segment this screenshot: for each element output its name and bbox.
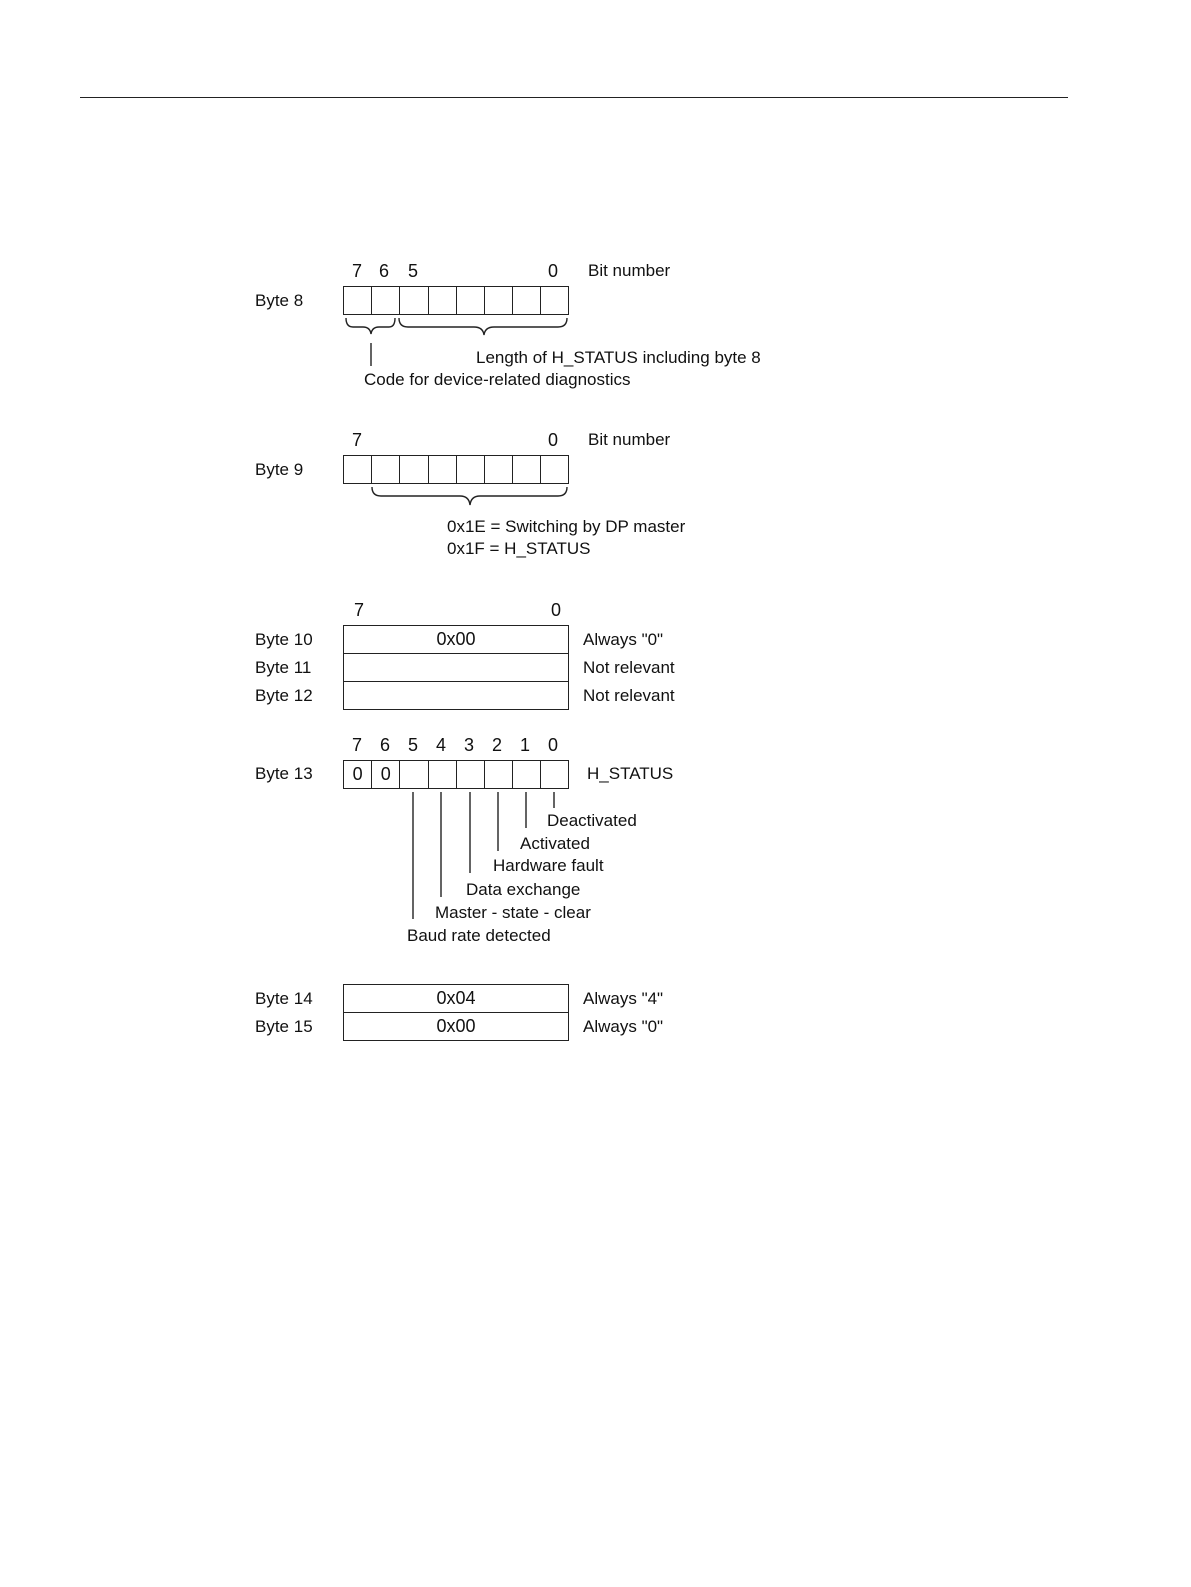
byte9-bit-0: 0 [547, 430, 558, 450]
byte8-bit-0: 0 [547, 261, 558, 281]
byte13-bit-1: 1 [519, 735, 530, 755]
byte15-label: Byte 15 [255, 1017, 313, 1036]
byte13-bit-5: 5 [407, 735, 418, 755]
byte13-bit2-desc: Hardware fault [493, 856, 604, 875]
byte9-line1: 0x1E = Switching by DP master [447, 517, 686, 536]
byte13-bit1-desc: Activated [520, 834, 590, 853]
byte13-bit3-desc: Data exchange [466, 880, 581, 899]
byte13-bit-6: 6 [379, 735, 390, 755]
byte8-code-label: Code for device-related diagnostics [364, 370, 631, 389]
byte13-label: Byte 13 [255, 764, 313, 783]
byte9-brace [372, 487, 567, 505]
byte10-label: Byte 10 [255, 630, 313, 649]
byte13-bit-2: 2 [491, 735, 502, 755]
byte8-length-brace [399, 318, 567, 335]
byte8-length-label: Length of H_STATUS including byte 8 [476, 348, 761, 367]
byte8-bit-7: 7 [351, 261, 362, 281]
byte8-label: Byte 8 [255, 291, 304, 310]
byte9-line2: 0x1F = H_STATUS [447, 539, 591, 558]
byte13-bit-7: 7 [351, 735, 362, 755]
byte8-bit-6: 6 [378, 261, 389, 281]
byte13-bit5-desc: Baud rate detected [407, 926, 551, 945]
byte13-bit-3: 3 [463, 735, 474, 755]
byte12-label: Byte 12 [255, 686, 313, 705]
byte10-note: Always "0" [583, 630, 664, 649]
byte14-note: Always "4" [583, 989, 664, 1008]
byte8-bit-5: 5 [407, 261, 418, 281]
byte11-note: Not relevant [583, 658, 675, 677]
byte8-bit-number-label: Bit number [588, 261, 671, 280]
byte13-status-label: H_STATUS [587, 764, 674, 783]
byte13-bit4-desc: Master - state - clear [435, 903, 591, 922]
byte14-label: Byte 14 [255, 989, 313, 1008]
byte13-cell-6: 0 [372, 761, 400, 788]
byte9-bit-7: 7 [351, 430, 362, 450]
byte10-value-box: 0x00 [343, 625, 569, 654]
byte15-note: Always "0" [583, 1017, 664, 1036]
byte15-value-box: 0x00 [343, 1012, 569, 1041]
byte13-bit-0: 0 [547, 735, 558, 755]
byte13-bit-4: 4 [435, 735, 446, 755]
bytes10-bit-7: 7 [353, 600, 364, 620]
bytes10-bit-0: 0 [550, 600, 561, 620]
byte14-value-box: 0x04 [343, 984, 569, 1013]
byte9-label: Byte 9 [255, 460, 304, 479]
byte9-bit-number-label: Bit number [588, 430, 671, 449]
byte11-label: Byte 11 [255, 658, 312, 677]
byte8-code-brace [346, 318, 395, 334]
byte13-bit0-desc: Deactivated [547, 811, 637, 830]
byte13-cell-7: 0 [344, 761, 372, 788]
byte12-note: Not relevant [583, 686, 675, 705]
